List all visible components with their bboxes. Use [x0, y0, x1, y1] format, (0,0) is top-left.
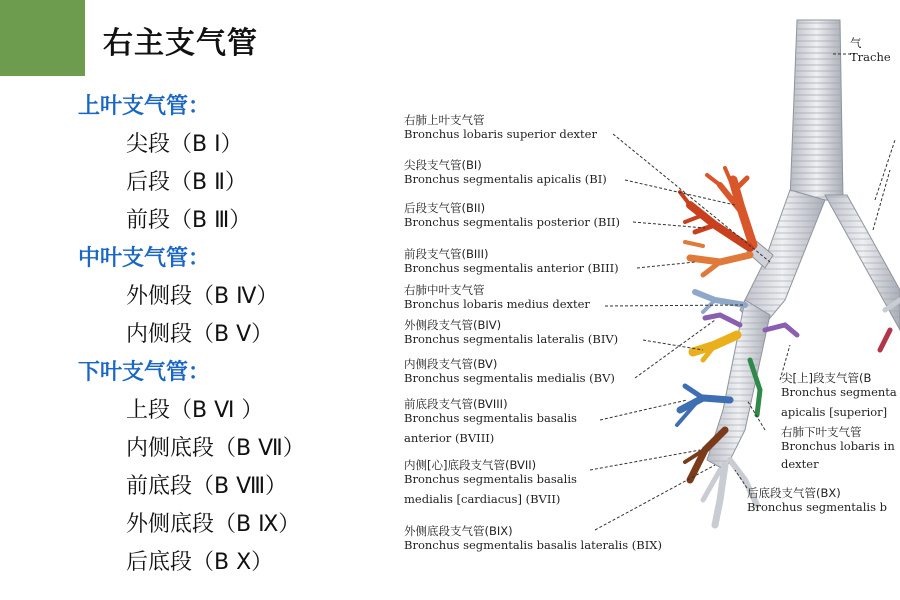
title-accent-block: [0, 0, 85, 76]
label-en: Bronchus segmentalis basalis: [404, 411, 577, 425]
label-basal-anterior-segment: [404, 397, 577, 445]
lobe-heading-lower: 下叶支气管：: [78, 360, 211, 385]
label-cn: 前底段支气管(BVIII): [404, 397, 508, 411]
label-en: Bronchus segmentalis anterior (BIII): [404, 261, 619, 275]
label-posterior-segment: [404, 201, 620, 229]
label-en: Bronchus segmentalis b: [747, 500, 888, 514]
label-cn: 后段支气管(BII): [404, 201, 486, 215]
page-title: 右主支气管: [103, 26, 258, 61]
label-en: Bronchus segmentalis posterior (BII): [404, 215, 621, 229]
label-en: Bronchus segmentalis basalis: [404, 472, 577, 486]
label-en: Bronchus segmentalis medialis (BV): [404, 371, 615, 385]
segment-item: 内侧段（B Ⅴ）: [126, 322, 274, 347]
label-basal-posterior-segment: [747, 486, 887, 514]
trachea-label: [850, 36, 891, 64]
label-en2: apicalis [superior]: [781, 405, 888, 419]
label-cn: 右肺上叶支气管: [404, 113, 485, 127]
trachea-label-cn: 气: [850, 36, 862, 50]
label-lower-lobe-bronchus: [781, 425, 895, 471]
lobe-heading-upper: 上叶支气管：: [78, 94, 211, 119]
segment-item: 外侧底段（B Ⅸ）: [126, 512, 301, 537]
trachea: [790, 20, 843, 200]
segment-item: 后段（B Ⅱ）: [126, 170, 247, 195]
label-middle-lobe-bronchus: [404, 283, 590, 311]
label-en: Bronchus lobaris superior dexter: [404, 127, 597, 141]
label-en: Bronchus lobaris in: [781, 439, 895, 453]
label-en: Bronchus segmentalis lateralis (BIV): [404, 332, 619, 346]
segment-item: 后底段（B Ⅹ）: [126, 550, 274, 575]
middle-lobe-bronchus: [695, 292, 745, 312]
label-en: Bronchus segmentalis basalis lateralis (BIX): [404, 538, 662, 552]
label-en2: anterior (BVIII): [404, 431, 495, 445]
label-lateral-segment: [404, 318, 618, 346]
label-basal-lateral-segment: [404, 524, 662, 552]
trachea-label-en: Trache: [850, 50, 891, 64]
label-cn: 内侧[心]底段支气管(BVII): [404, 458, 537, 472]
label-basal-medial-segment: [404, 458, 577, 506]
label-cn: 内侧段支气管(BV): [404, 357, 498, 371]
segment-item: 尖段（B Ⅰ）: [126, 132, 243, 157]
lateral-segment-branches: [693, 335, 737, 360]
label-medial-segment: [404, 357, 615, 385]
label-superior-segment: [781, 371, 897, 419]
lobe-heading-middle: 中叶支气管：: [78, 246, 211, 271]
segment-list: [78, 88, 378, 582]
label-en2: medialis [cardiacus] (BVII): [404, 492, 561, 506]
segment-item: 上段（B Ⅵ ）: [126, 398, 264, 423]
bronchial-tree-diagram: [385, 0, 900, 600]
segment-item: 外侧段（B Ⅳ）: [126, 284, 279, 309]
label-cn: 后底段支气管(BX): [747, 486, 841, 500]
label-apical-segment: [404, 158, 607, 186]
label-cn: 外侧段支气管(BIV): [404, 318, 502, 332]
label-cn: 尖[上]段支气管(B: [781, 371, 872, 385]
anterior-segment-branches: [685, 242, 750, 275]
label-cn: 右肺下叶支气管: [781, 425, 862, 439]
label-en: Bronchus lobaris medius dexter: [404, 297, 590, 311]
label-en: Bronchus segmenta: [781, 385, 897, 399]
label-cn: 右肺中叶支气管: [404, 283, 485, 297]
label-en: Bronchus segmentalis apicalis (BI): [404, 172, 607, 186]
label-en2: dexter: [781, 457, 819, 471]
label-cn: 尖段支气管(BI): [404, 158, 482, 172]
segment-item: 前段（B Ⅲ）: [126, 208, 252, 233]
label-cn: 前段支气管(BIII): [404, 247, 489, 261]
label-anterior-segment: [404, 247, 619, 275]
label-cn: 外侧底段支气管(BIX): [404, 524, 513, 538]
segment-item: 前底段（B Ⅷ）: [126, 474, 288, 499]
segment-item: 内侧底段（B Ⅶ）: [126, 436, 305, 461]
label-upper-lobe-bronchus: [404, 113, 597, 141]
